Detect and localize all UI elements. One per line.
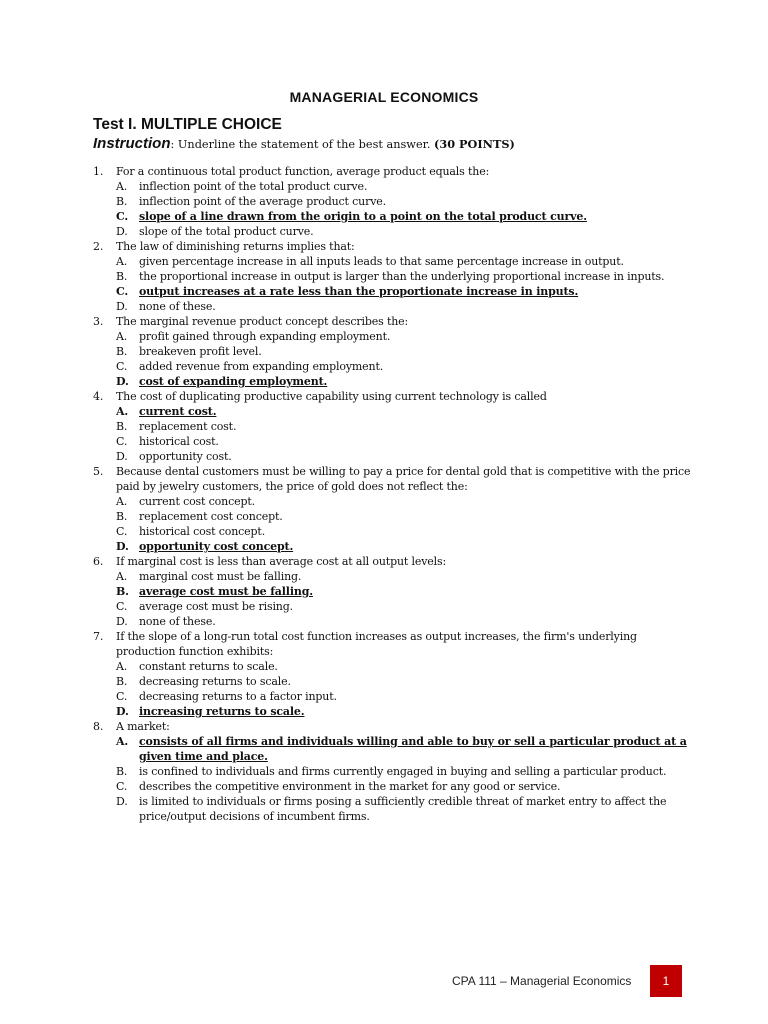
- option-text: average cost must be rising.: [139, 600, 293, 613]
- answer-options: [116, 569, 693, 629]
- answer-option-correct: [116, 704, 693, 719]
- document-title: MANAGERIAL ECONOMICS: [289, 89, 479, 105]
- answer-option: [116, 224, 693, 239]
- option-letter: A.: [116, 405, 129, 418]
- answer-option-correct: [116, 584, 693, 599]
- instruction-label: Instruction: [93, 135, 171, 152]
- answer-option: [116, 494, 693, 509]
- option-text: cost of expanding employment.: [139, 375, 328, 388]
- answer-option: [116, 269, 693, 284]
- option-letter: B.: [116, 345, 128, 358]
- answer-options: [116, 179, 693, 239]
- option-text: marginal cost must be falling.: [139, 570, 302, 583]
- option-text: is confined to individuals and firms currently engaged in buying and selling a particular product.: [139, 765, 667, 778]
- option-text: none of these.: [139, 615, 216, 628]
- answer-option: [116, 329, 693, 344]
- option-text: opportunity cost concept.: [139, 540, 294, 553]
- option-letter: D.: [116, 225, 128, 238]
- option-letter: C.: [116, 780, 128, 793]
- test-heading: Test I. MULTIPLE CHOICE: [93, 116, 282, 133]
- option-letter: A.: [116, 180, 128, 193]
- option-text: inflection point of the total product curve.: [139, 180, 368, 193]
- option-text: describes the competitive environment in the market for any good or service.: [139, 780, 561, 793]
- option-text: opportunity cost.: [139, 450, 232, 463]
- option-letter: B.: [116, 510, 128, 523]
- answer-option: [116, 779, 693, 794]
- answer-option: [116, 674, 693, 689]
- option-letter: C.: [116, 435, 128, 448]
- option-letter: D.: [116, 540, 129, 553]
- option-letter: D.: [116, 375, 129, 388]
- option-text: historical cost.: [139, 435, 219, 448]
- answer-option: [116, 194, 693, 209]
- question-item: [93, 629, 693, 719]
- question-text: If marginal cost is less than average cost at all output levels:: [116, 555, 447, 568]
- option-letter: A.: [116, 255, 128, 268]
- question-item: [93, 554, 693, 629]
- question-number: 7.: [93, 630, 104, 643]
- option-text: profit gained through expanding employment.: [139, 330, 391, 343]
- option-text: output increases at a rate less than the proportionate increase in inputs.: [139, 285, 579, 298]
- question-item: [93, 464, 693, 554]
- question-list: [93, 164, 693, 824]
- option-text: average cost must be falling.: [139, 585, 313, 598]
- footer-course: CPA 111 – Managerial Economics: [452, 974, 632, 988]
- question-number: 1.: [93, 165, 104, 178]
- question-text: For a continuous total product function, average product equals the:: [116, 165, 490, 178]
- answer-options: [116, 659, 693, 719]
- option-text: given percentage increase in all inputs leads to that same percentage increase in output.: [139, 255, 624, 268]
- answer-option: [116, 599, 693, 614]
- question-text: Because dental customers must be willing to pay a price for dental gold that is competitive with the price paid by jewelry customers, the price of gold does not reflect the:: [116, 465, 691, 493]
- question-number: 8.: [93, 720, 104, 733]
- option-letter: D.: [116, 705, 129, 718]
- answer-option-correct: [116, 374, 693, 389]
- option-text: replacement cost concept.: [139, 510, 283, 523]
- instruction-text: Underline the statement of the best answer.: [174, 138, 435, 151]
- option-letter: B.: [116, 675, 128, 688]
- option-text: consists of all firms and individuals willing and able to buy or sell a particular product at a given time and place.: [139, 735, 687, 763]
- option-letter: D.: [116, 795, 128, 808]
- answer-option: [116, 524, 693, 539]
- option-letter: C.: [116, 210, 129, 223]
- option-text: increasing returns to scale.: [139, 705, 305, 718]
- option-letter: C.: [116, 285, 129, 298]
- instruction-colon: :: [170, 138, 175, 151]
- question-item: [93, 719, 693, 824]
- option-text: constant returns to scale.: [139, 660, 278, 673]
- answer-option: [116, 659, 693, 674]
- answer-options: [116, 494, 693, 554]
- answer-options: [116, 254, 693, 314]
- option-text: slope of the total product curve.: [139, 225, 314, 238]
- answer-option: [116, 434, 693, 449]
- answer-option: [116, 614, 693, 629]
- instruction-points: (30 POINTS): [434, 137, 515, 151]
- option-letter: B.: [116, 585, 129, 598]
- answer-option: [116, 179, 693, 194]
- option-text: is limited to individuals or firms posing a sufficiently credible threat of market entry to affect the price/output decisions of incumbent firms.: [139, 795, 667, 823]
- option-letter: C.: [116, 600, 128, 613]
- question-item: [93, 314, 693, 389]
- answer-option-correct: [116, 284, 693, 299]
- option-letter: C.: [116, 360, 128, 373]
- option-text: current cost.: [139, 405, 217, 418]
- option-text: added revenue from expanding employment.: [139, 360, 384, 373]
- answer-option: [116, 764, 693, 779]
- option-letter: A.: [116, 330, 128, 343]
- answer-option: [116, 344, 693, 359]
- instruction-line: [93, 135, 515, 152]
- option-letter: C.: [116, 690, 128, 703]
- option-text: inflection point of the average product curve.: [139, 195, 386, 208]
- option-letter: A.: [116, 660, 128, 673]
- answer-option: [116, 449, 693, 464]
- option-letter: B.: [116, 420, 128, 433]
- page-number-badge: 1: [650, 965, 682, 997]
- option-text: breakeven profit level.: [139, 345, 262, 358]
- answer-option: [116, 254, 693, 269]
- answer-options: [116, 329, 693, 389]
- option-letter: A.: [116, 570, 128, 583]
- answer-option: [116, 359, 693, 374]
- option-letter: A.: [116, 495, 128, 508]
- answer-option: [116, 299, 693, 314]
- question-number: 3.: [93, 315, 104, 328]
- option-text: historical cost concept.: [139, 525, 266, 538]
- option-letter: B.: [116, 270, 128, 283]
- question-text: The law of diminishing returns implies that:: [116, 240, 355, 253]
- answer-option-correct: [116, 209, 693, 224]
- option-text: decreasing returns to scale.: [139, 675, 291, 688]
- question-number: 6.: [93, 555, 104, 568]
- question-number: 2.: [93, 240, 104, 253]
- answer-option-correct: [116, 404, 693, 419]
- answer-option: [116, 569, 693, 584]
- answer-option-correct: [116, 734, 693, 764]
- answer-option-correct: [116, 539, 693, 554]
- option-text: decreasing returns to a factor input.: [139, 690, 337, 703]
- answer-option: [116, 419, 693, 434]
- option-letter: D.: [116, 615, 128, 628]
- option-letter: A.: [116, 735, 129, 748]
- option-letter: C.: [116, 525, 128, 538]
- option-letter: B.: [116, 765, 128, 778]
- question-number: 5.: [93, 465, 104, 478]
- option-text: current cost concept.: [139, 495, 255, 508]
- question-item: [93, 389, 693, 464]
- option-text: replacement cost.: [139, 420, 237, 433]
- option-text: the proportional increase in output is larger than the underlying proportional increase in inputs.: [139, 270, 665, 283]
- question-text: The cost of duplicating productive capability using current technology is called: [116, 390, 547, 403]
- option-letter: D.: [116, 450, 128, 463]
- answer-option: [116, 509, 693, 524]
- question-item: [93, 164, 693, 239]
- option-text: slope of a line drawn from the origin to a point on the total product curve.: [139, 210, 587, 223]
- answer-option: [116, 794, 693, 824]
- question-text: If the slope of a long-run total cost function increases as output increases, the firm's underlying production function exhibits:: [116, 630, 637, 658]
- option-letter: B.: [116, 195, 128, 208]
- question-item: [93, 239, 693, 314]
- answer-options: [116, 734, 693, 824]
- question-text: A market:: [116, 720, 170, 733]
- question-text: The marginal revenue product concept describes the:: [116, 315, 409, 328]
- option-letter: D.: [116, 300, 128, 313]
- question-number: 4.: [93, 390, 104, 403]
- option-text: none of these.: [139, 300, 216, 313]
- answer-option: [116, 689, 693, 704]
- answer-options: [116, 404, 693, 464]
